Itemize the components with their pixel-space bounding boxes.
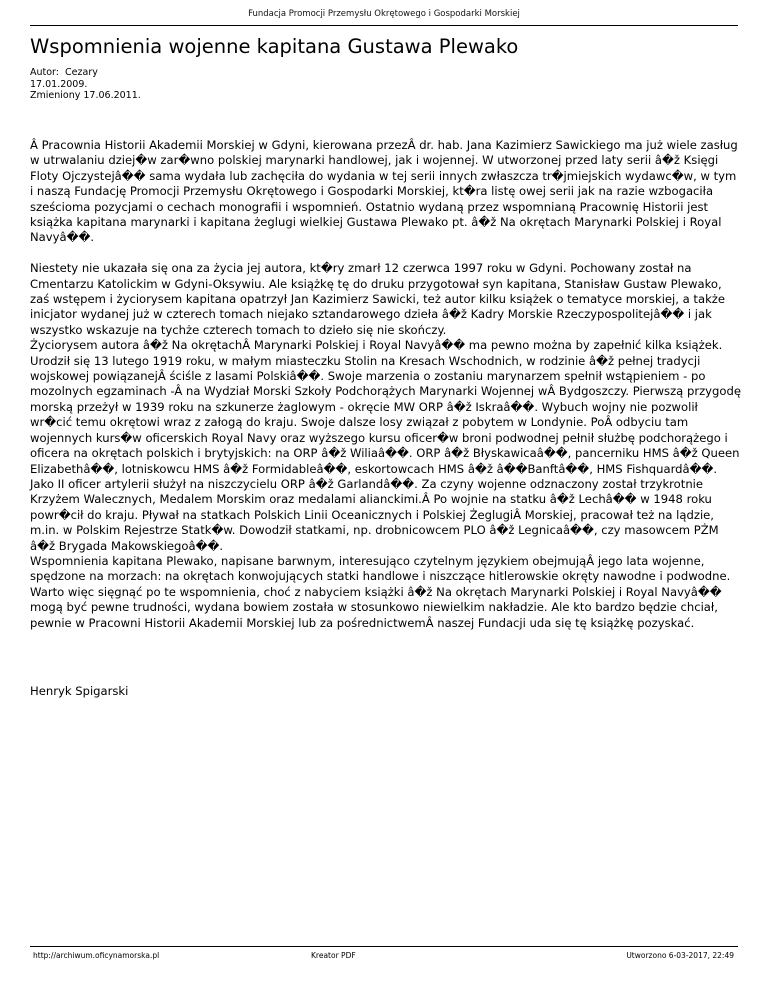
- footer-generator: Kreator PDF: [311, 951, 356, 960]
- paragraph: Życiorysem autora â�ž Na okrętachÂ Marynarki Polskiej i Royal Navyâ�� ma pewno można by zapełnić kilka książek. Urodził się 13 lutego 1919 roku, w małym miasteczku Stolin na Kresach Wschodnich, w rodzinie â�ž pełnej tradycji wojskowej powiązanejÂ ściśle z lasami Polskiâ��. Swoje marzenia o zostaniu marynarzem spełnił wstąpieniem - po mozolnych egzaminach -Â na Wydział Morski Szkoły Podchorążych Marynarki Wojennej wÂ Bydgoszczy. Pierwszą przygodę morską przeżył w 1939 roku na szkunerze żaglowym - okręcie MW ORP â�ž Iskraâ��. Wybuch wojny nie pozwolił wr�cić temu okrętowi wraz z załogą do kraju. Swoje dalsze losy związał z pobytem w Londynie. PoÂ odbyciu tam wojennych kurs�w oficerskich Royal Navy oraz wyższego kursu oficer�w broni podwodnej pełnił służbę podchorążego i oficera na okrętach polskich i brytyjskich: na ORP â�ž Wiliaâ��. ORP â�ž Błyskawicaâ��, pancerniku HMS â�ž Queen Elizabethâ��, lotniskowcu HMS â�ž Formidableâ��, eskortowcach HMS â�ž â��Banftâ��, HMS Fishquardâ��. Jako II oficer artylerii służył na niszczycielu ORP â�ž Garlandâ��. Za czyny wojenne odznaczony został trzykrotnie Krzyżem Walecznych, Medalem Morskim oraz medalami alianckimi.Â Po wojnie na statku â�ž Lechâ�� w 1948 roku powr�cił do kraju. Pływał na statkach Polskich Linii Oceanicznych i Polskiej ŻeglugiÂ Morskiej, pracował też na lądzie, m.in. w Polskim Rejestrze Statk�w. Dowodził statkami, np. drobnicowcem PLO â�ž Legnicaâ��, czy masowcem PŻM â�ž Brygada Makowskiegoâ��.: [30, 338, 741, 553]
- paragraph: Wspomnienia kapitana Plewako, napisane barwnym, interesująco czytelnym językiem obejmująÂ jego lata wojenne, spędzone na morzach: na okrętach konwojujących statki handlowe i niszczące hitlerowskie okręty nawodne i podwodne. Warto więc sięgnąć po te wspomnienia, choć z nabyciem książki â�ž Na okrętach Marynarki Polskiej i Royal Navyâ�� mogą być pewne trudności, wydana bowiem została w stosunkowo niewielkim nakładzie. Ale kto bardzo będzie chciał, pewnie w Pracowni Historii Akademii Morskiej lub za pośrednictwemÂ naszej Fundacji uda się tę książkę pozyskać.: [30, 553, 731, 630]
- article-body: [30, 138, 742, 631]
- modified-date: Zmieniony 17.06.2011.: [30, 90, 141, 101]
- publish-date: 17.01.2009.: [30, 78, 88, 90]
- article-title: Wspomnienia wojenne kapitana Gustawa Plewako: [30, 35, 519, 58]
- page-header-organization: Fundacja Promocji Przemysłu Okrętowego i Gospodarki Morskiej: [248, 9, 520, 19]
- footer-divider: [30, 946, 738, 947]
- author-signature: Henryk Spigarski: [30, 684, 129, 698]
- author-line: Autor: Cezary: [30, 67, 98, 78]
- paragraph: Niestety nie ukazała się ona za życia jej autora, kt�ry zmarł 12 czerwca 1997 roku w Gdyni. Pochowany został na Cmentarzu Katolickim w Gdyni-Oksywiu. Ale książkę tę do druku przygotował syn kapitana, Stanisław Gustaw Plewako, zaś wstępem i życiorysem kapitana opatrzył Jan Kazimierz Sawicki, też autor kilku książek o tematyce morskiej, a także inicjator wydanej już w czterech tomach niejako sztandarowego dzieła â�ž Kadry Morskie Rzeczypospolitejâ�� i jak wszystko wskazuje na tychże czterech tomach to dzieło się nie skończy.: [30, 261, 726, 337]
- header-divider: [30, 25, 738, 26]
- paragraph: Â Pracownia Historii Akademii Morskiej w Gdyni, kierowana przezÂ dr. hab. Jana Kazimierz Sawickiego ma już wiele zasług w utrwalaniu dziej�w zar�wno polskiej marynarki handlowej, jak i wojennej. W utworzonej przed laty serii â�ž Księgi Floty Ojczystejâ�� sama wydała lub zachęciła do wydania w tej serii innych zwłaszcza tr�jmiejskich wydawc�w, w tym i naszą Fundację Promocji Przemysłu Okrętowego i Gospodarki Morskiej, kt�ra listę owej serii jak na razie wzbogaciła sześcioma pozycjami o cechach monografii i wspomnień. Ostatnio wydaną przez wspomnianą Pracownię Historii jest książka kapitana marynarki i kapitana żeglugi wielkiej Gustawa Plewako pt. â�ž Na okrętach Marynarki Polskiej i Royal Navyâ��.: [30, 138, 738, 245]
- footer-created-date: Utworzono 6-03-2017, 22:49: [626, 951, 734, 960]
- article-meta: [30, 67, 738, 102]
- footer-url: http://archiwum.oficynamorska.pl: [33, 951, 160, 960]
